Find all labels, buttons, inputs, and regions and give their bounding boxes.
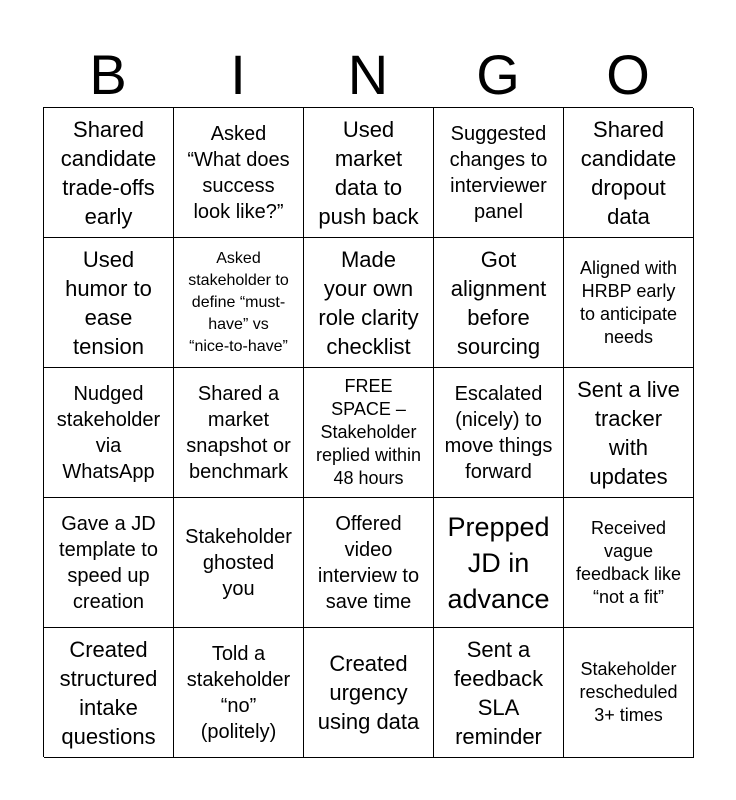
cell-text: Asked “What does success look like?” — [187, 122, 290, 223]
bingo-cell-r2c5[interactable] — [564, 238, 694, 368]
bingo-cell-r5c2[interactable] — [174, 628, 304, 758]
bingo-cell-r5c3[interactable] — [304, 628, 434, 758]
bingo-header — [43, 44, 693, 106]
bingo-cell-r3c4[interactable] — [434, 368, 564, 498]
cell-text: Told a stakeholder “no” (politely) — [186, 642, 291, 743]
bingo-cell-r3c2[interactable] — [174, 368, 304, 498]
cell-text: Gave a JD template to speed up creation — [59, 512, 158, 613]
bingo-cell-r2c3[interactable] — [304, 238, 434, 368]
cell-text: Offered video interview to save time — [317, 512, 420, 613]
header-letter-n: N — [347, 43, 389, 106]
bingo-cell-r3c5[interactable] — [564, 368, 694, 498]
bingo-cell-r1c1[interactable] — [44, 108, 174, 238]
cell-text: Created urgency using data — [317, 651, 420, 734]
header-letter-o: O — [606, 43, 650, 106]
cell-text: Shared a market snapshot or benchmark — [186, 382, 291, 483]
bingo-cell-r5c5[interactable] — [564, 628, 694, 758]
cell-text: Nudged stakeholder via WhatsApp — [56, 382, 161, 483]
cell-text: Sent a feedback SLA reminder — [453, 636, 544, 749]
bingo-cell-r4c2[interactable] — [174, 498, 304, 628]
bingo-cell-r1c4[interactable] — [434, 108, 564, 238]
cell-text: Stakeholder ghosted you — [185, 525, 292, 600]
header-letter-b: B — [89, 43, 127, 106]
bingo-cell-r3c1[interactable] — [44, 368, 174, 498]
bingo-cell-r2c1[interactable] — [44, 238, 174, 368]
bingo-cell-r4c1[interactable] — [44, 498, 174, 628]
bingo-cell-r1c5[interactable] — [564, 108, 694, 238]
cell-text: Shared candidate trade-offs early — [60, 116, 157, 229]
cell-text: Prepped JD in advance — [447, 511, 550, 614]
cell-text: Made your own role clarity checklist — [318, 246, 419, 359]
cell-text: Escalated (nicely) to move things forward — [444, 382, 553, 483]
bingo-cell-r5c4[interactable] — [434, 628, 564, 758]
cell-text: Received vague feedback like “not a fit” — [575, 517, 682, 607]
cell-text: Stakeholder rescheduled 3+ times — [579, 659, 678, 725]
bingo-cell-r2c4[interactable] — [434, 238, 564, 368]
bingo-cell-r4c5[interactable] — [564, 498, 694, 628]
bingo-cell-r4c3[interactable] — [304, 498, 434, 628]
cell-text: FREE SPACE – Stakeholder replied within 48 hours — [315, 376, 422, 488]
cell-text: Used market data to push back — [318, 116, 419, 229]
cell-text: Used humor to ease tension — [65, 246, 152, 359]
cell-text: Asked stakeholder to define “must- have” vs “nice-to-have” — [188, 249, 289, 355]
cell-text: Created structured intake questions — [59, 636, 158, 749]
bingo-cell-r1c3[interactable] — [304, 108, 434, 238]
header-letter-i: I — [230, 43, 246, 106]
header-letter-g: G — [476, 43, 520, 106]
cell-text: Aligned with HRBP early to anticipate needs — [579, 257, 678, 347]
cell-text: Suggested changes to interviewer panel — [449, 122, 548, 223]
bingo-cell-r3c3-free-space[interactable] — [304, 368, 434, 498]
bingo-cell-r4c4[interactable] — [434, 498, 564, 628]
cell-text: Sent a live tracker with updates — [577, 376, 680, 489]
bingo-cell-r5c1[interactable] — [44, 628, 174, 758]
bingo-cell-r2c2[interactable] — [174, 238, 304, 368]
bingo-board — [43, 107, 693, 757]
cell-text: Shared candidate dropout data — [580, 116, 677, 229]
bingo-cell-r1c2[interactable] — [174, 108, 304, 238]
cell-text: Got alignment before sourcing — [450, 246, 547, 359]
